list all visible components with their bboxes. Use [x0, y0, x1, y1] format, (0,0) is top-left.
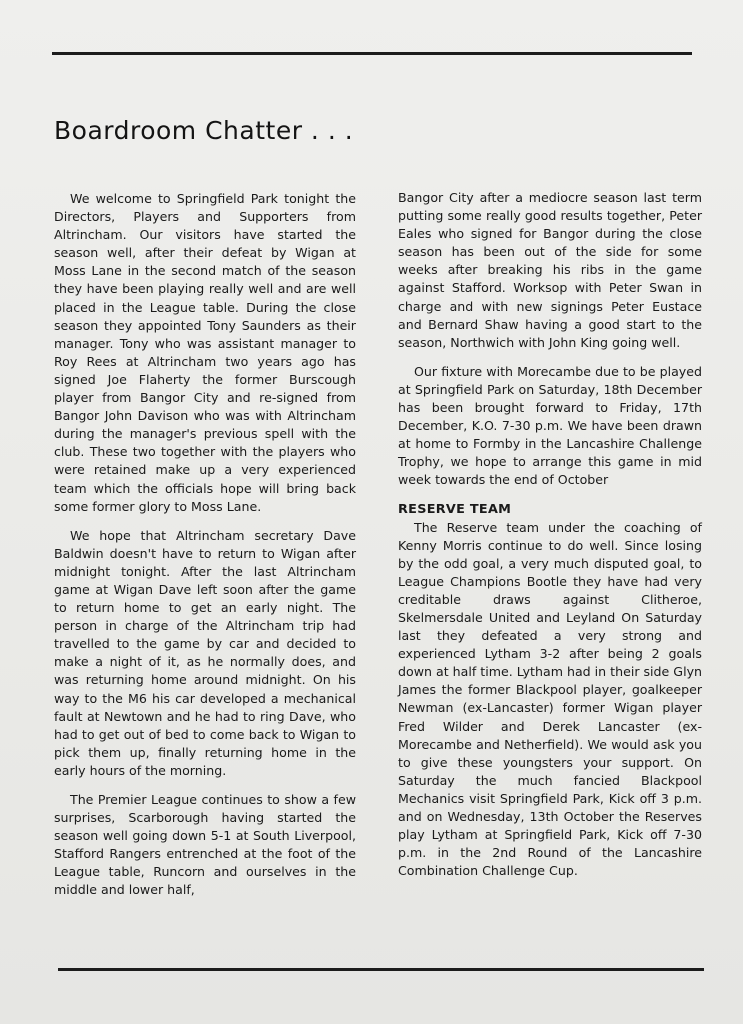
- left-column: [54, 190, 356, 911]
- paragraph-premier-league: The Premier League continues to show a few surprises, Scarborough having started the season well going down 5-1 at South Liverpool, Stafford Rangers entrenched at the foot of the League table, Runcorn and ourselves in the middle and lower half,: [54, 792, 356, 898]
- top-rule: [52, 52, 692, 55]
- paragraph-bangor: Bangor City after a mediocre season last term putting some really good results together, Peter Eales who signed for Bangor during the close season has been out of the side for some weeks after breaking his ribs in the game against Stafford. Worksop with Peter Swan in charge and with new signings Peter Eustace and Bernard Shaw having a good start to the season, Northwich with John King going well.: [398, 190, 702, 350]
- right-column: [398, 189, 702, 891]
- page-title: Boardroom Chatter . . .: [54, 116, 354, 145]
- paragraph-baldwin: We hope that Altrincham secretary Dave Baldwin doesn't have to return to Wigan after midnight tonight. After the last Altrincham game at Wigan Dave left soon after the game to return home to get an early night. The person in charge of the Altrincham trip had travelled to the game by car and decided to make a night of it, as he normally does, and was returning home around midnight. On his way to the M6 his car developed a mechanical fault at Newtown and he had to ring Dave, who had to get out of bed to come back to Wigan to pick them up, finally returning home in the early hours of the morning.: [54, 527, 356, 778]
- bottom-rule: [58, 968, 704, 971]
- paragraph-reserve-team: The Reserve team under the coaching of Kenny Morris continue to do well. Since losing by the odd goal, a very much disputed goal, to League Champions Bootle they have had very creditable draws against Clitheroe, Skelmersdale United and Leyland On Saturday last they defeated a very strong and experienced Lytham 3-2 after being 2 goals down at half time. Lytham had in their side Glyn James the former Blackpool player, goalkeeper Newman (ex-Lancaster) former Wigan player Fred Wilder and Derek Lancaster (ex-Morecambe and Netherfield). We would ask you to give these youngsters your support. On Saturday the much fancied Blackpool Mechanics visit Springfield Park, Kick off 3 p.m. and on Wednesday, 13th October the Reserves play Lytham at Springfield Park, Kick off 7-30 p.m. in the 2nd Round of the Lancashire Combination Challenge Cup.: [398, 519, 702, 879]
- reserve-team-heading: RESERVE TEAM: [398, 501, 512, 517]
- paragraph-welcome: We welcome to Springfield Park tonight the Directors, Players and Supporters from Altrincham. Our visitors have started the season well, after their defeat by Wigan at Moss Lane in the second match of the season they have been playing really well and are well placed in the League table. During the close season they appointed Tony Saunders as their manager. Tony who was assistant manager to Roy Rees at Altrincham two years ago has signed Joe Flaherty the former Burscough player from Bangor City and re-signed from Bangor John Davison who was with Altrincham during the manager's previous spell with the club. These two together with the players who were retained make up a very experienced team which the officials hope will bring back some former glory to Moss Lane.: [54, 191, 356, 514]
- paragraph-fixture: Our fixture with Morecambe due to be played at Springfield Park on Saturday, 18th December has been brought forward to Friday, 17th December, K.O. 7-30 p.m. We have been drawn at home to Formby in the Lancashire Challenge Trophy, we hope to arrange this game in mid week towards the end of October: [398, 363, 702, 488]
